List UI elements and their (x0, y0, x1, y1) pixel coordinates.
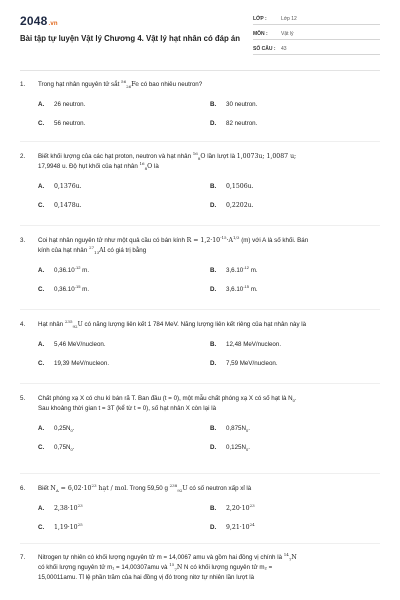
question-divider (20, 141, 380, 142)
meta-label: LỚP : (253, 16, 267, 22)
page-title: Bài tập tự luyện Vật lý Chương 4. Vật lý hạt nhân có đáp án (20, 34, 241, 43)
question-4 (20, 320, 380, 374)
meta-value: Vật lý (281, 31, 294, 37)
answer-option-a[interactable]: A. 26 neutron. (38, 101, 86, 108)
question-stem: Chất phóng xạ X có chu kì bán rã T. Ban đầu (t = 0), một mẫu chất phóng xạ X có số hạt là $N_0$. Sau khoảng thời gian t = 3T (kể từ t = 0), số hạt nhân X còn lại là (38, 395, 297, 412)
answer-option-d[interactable]: D. 7,59 MeV/nucleon. (210, 360, 278, 367)
header-divider (20, 70, 380, 71)
answer-option-b[interactable]: B. $2,20\cdot 10^{23}$ (210, 502, 255, 512)
question-divider (20, 543, 380, 544)
answer-option-c[interactable]: C. 56 neutron. (38, 120, 86, 127)
answer-option-b[interactable]: B. $3,6.10^{-12}$ m. (210, 264, 258, 274)
meta-value: 43 (281, 46, 287, 52)
answer-option-c[interactable]: C. 19,39 MeV/nucleon. (38, 360, 110, 367)
answer-option-a[interactable]: A. $2,38\cdot 10^{23}$ (38, 502, 83, 512)
answer-option-d[interactable]: D. $9,21\cdot 10^{24}$ (210, 521, 255, 531)
answer-option-d[interactable]: D. $0,125N_0$. (210, 444, 250, 453)
question-number: 7. (20, 554, 26, 561)
question-3 (20, 236, 380, 300)
meta-label: SỐ CÂU : (253, 46, 276, 52)
question-number: 2. (20, 153, 26, 160)
answer-option-c[interactable]: C. $0,75N_0$. (38, 444, 75, 453)
answer-option-b[interactable]: B. $0,875N_0$. (210, 425, 250, 434)
question-stem: Trong hạt nhân nguyên tử sắt $^{56}_{26}$Fe có bao nhiêu neutron? (38, 78, 203, 90)
meta-row-class (253, 14, 380, 25)
question-divider (20, 225, 380, 226)
question-number: 1. (20, 81, 26, 88)
question-6 (20, 484, 380, 538)
answer-option-a[interactable]: A. 0,1376u. (38, 183, 82, 190)
answer-option-a[interactable]: A. 5,46 MeV/nucleon. (38, 341, 106, 348)
meta-value: Lớp 12 (281, 16, 297, 22)
answer-option-d[interactable]: D. $3,6.10^{-15}$ m. (210, 283, 258, 293)
question-stem: Hạt nhân $^{235}_{92}$U có năng lượng liên kết 1 784 MeV. Năng lượng liên kết riêng của hạt nhân này là (38, 318, 307, 330)
answer-option-a[interactable]: A. $0,25N_0$. (38, 425, 75, 434)
question-2 (20, 152, 380, 216)
answer-option-b[interactable]: B. 30 neutron. (210, 101, 258, 108)
answer-options (38, 494, 380, 538)
answer-options (38, 414, 380, 458)
meta-table (253, 14, 380, 59)
answer-option-b[interactable]: B. 0,1506u. (210, 183, 254, 190)
document-header (20, 14, 380, 60)
question-7 (20, 553, 380, 583)
answer-option-c[interactable]: C. $1,19\cdot 10^{25}$ (38, 521, 83, 531)
answer-option-c[interactable]: C. 0,1478u. (38, 202, 82, 209)
meta-row-subject (253, 29, 380, 40)
question-number: 6. (20, 485, 26, 492)
question-stem: Biết khối lượng của các hạt proton, neutron và hạt nhân $^{16}_8$O lần lượt là 1,0073u; 1,0087 u; 17,9948 u. Độ hụt khối của hạt nhân $^{16}_8$O là (38, 150, 297, 172)
question-stem: Coi hạt nhân nguyên tử như một quả cầu có bán kính $R = 1,2\cdot 10^{-15}\cdot A^{1/3}$ (m) với A là số khối. Bán kính của hạt nhân $^{27}_{13}$Al có giá trị bằng (38, 234, 309, 256)
question-number: 5. (20, 395, 26, 402)
question-divider (20, 473, 380, 474)
question-number: 3. (20, 237, 26, 244)
answer-option-c[interactable]: C. $0,36.10^{-15}$ m. (38, 283, 90, 293)
meta-label: MÔN : (253, 31, 268, 37)
question-stem: Biết $N_A = 6,02\cdot 10^{23}$ hạt / mol. Trong 59,50 g $^{238}_{92}$U có số neutron xấp xỉ là (38, 482, 252, 494)
question-number: 4. (20, 321, 26, 328)
answer-options (38, 256, 380, 300)
question-stem: Nitrogen tự nhiên có khối lượng nguyên tử m = 14,0067 amu và gồm hai đồng vị chính là $^{14}_7$N có khối lượng nguyên tử m₁ = 14,00307amu và $^{15}_7$N N có khối lượng nguyên tử m₂ = 15,00011amu. Tỉ lệ phần trăm của hai đồng vị đó trong nitơ tự nhiên lần lượt là (38, 551, 297, 581)
meta-row-count (253, 44, 380, 55)
answer-option-d[interactable]: D. 0,2202u. (210, 202, 254, 209)
answer-option-a[interactable]: A. $0,36.10^{-12}$ m. (38, 264, 90, 274)
answer-options (38, 90, 380, 134)
question-1 (20, 80, 380, 134)
question-divider (20, 383, 380, 384)
answer-option-b[interactable]: B. 12,48 MeV/nucleon. (210, 341, 282, 348)
answer-options (38, 172, 380, 216)
site-logo[interactable]: 2048.vn (20, 14, 58, 28)
answer-option-d[interactable]: D. 82 neutron. (210, 120, 258, 127)
answer-options (38, 330, 380, 374)
question-divider (20, 309, 380, 310)
question-5 (20, 394, 380, 458)
